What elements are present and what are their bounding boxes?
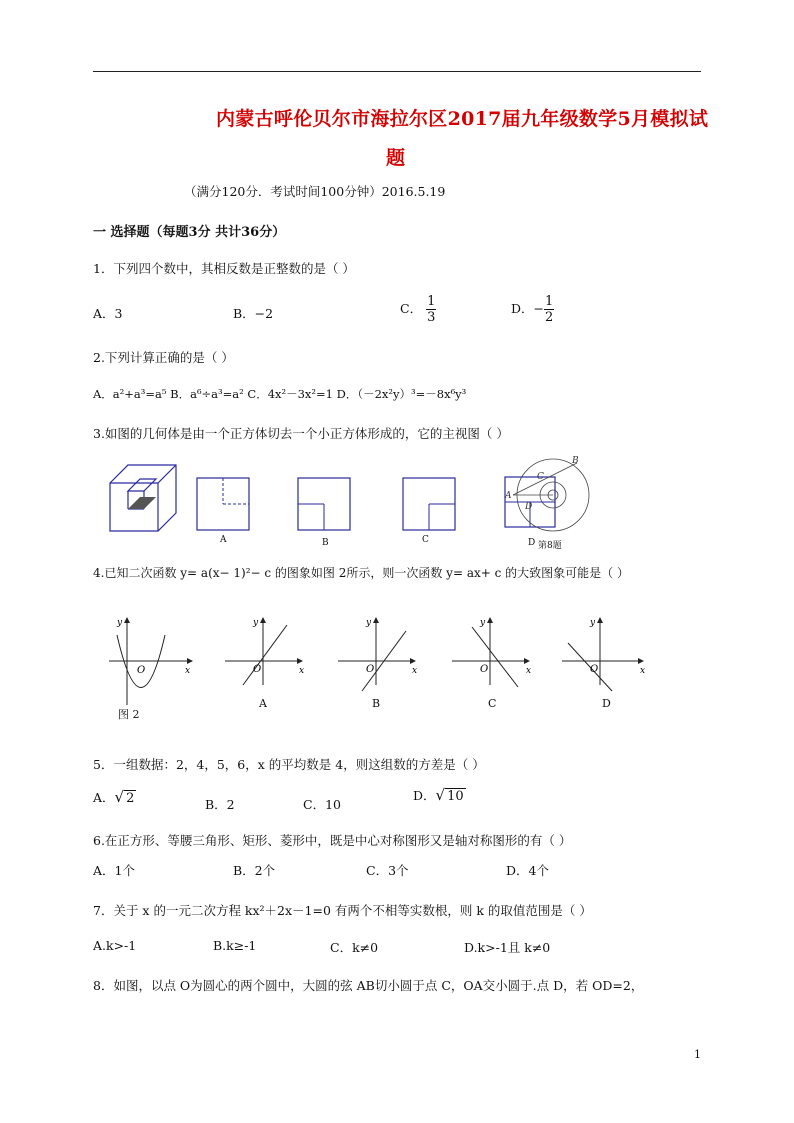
q3-label-d: D — [528, 538, 536, 548]
q3-label-a: A — [220, 535, 227, 545]
origin-label: O — [366, 664, 375, 675]
q5-option-a — [93, 788, 136, 806]
q1-option-c-label: C． — [400, 301, 423, 316]
y-axis-label: y — [590, 618, 596, 628]
q7-option-c: C．k≠0 — [330, 940, 379, 955]
point-d-label: D — [525, 502, 533, 512]
q1-option-d-fraction — [544, 294, 554, 325]
section-heading: 一 选择题（每题3分 共计36分） — [93, 225, 286, 240]
q1-option-b: B．−2 — [233, 306, 274, 321]
q6-option-d: D．4个 — [506, 863, 549, 878]
q6-option-b: B．2个 — [233, 863, 276, 878]
origin-label: O — [253, 664, 262, 675]
q4-label-a: A — [259, 697, 267, 710]
page-title-continued: 题 — [386, 147, 406, 169]
exam-info: （满分120分．考试时间100分钟）2016.5.19 — [184, 184, 446, 199]
y-axis-label: y — [480, 618, 486, 628]
y-axis-label: y — [366, 618, 372, 628]
origin-label: O — [480, 664, 489, 675]
q3-label-b: B — [322, 538, 329, 548]
point-c-label: C — [537, 472, 544, 482]
question-6-stem: 6.在正方形、等腰三角形、矩形、菱形中，既是中心对称图形又是轴对称图形的有（ ） — [93, 833, 572, 848]
point-a-label: A — [505, 491, 512, 501]
origin-label: O — [137, 665, 146, 676]
q3-figure-a — [197, 478, 257, 538]
q7-option-b: B.k≥-1 — [213, 938, 257, 953]
page-title: 内蒙古呼伦贝尔市海拉尔区2017届九年级数学5月模拟试 — [216, 108, 709, 130]
q5-option-b: B．2 — [205, 797, 235, 812]
fraction-denominator: 2 — [545, 310, 554, 325]
sqrt-symbol: √ 2 — [114, 788, 135, 806]
q4-figure-parabola — [105, 615, 195, 715]
sqrt-symbol: √ 10 — [435, 786, 464, 804]
q5-option-d-label: D． — [413, 788, 436, 803]
x-axis-label: x — [640, 666, 646, 676]
page-number: 1 — [694, 1048, 701, 1061]
cube-solid-figure — [110, 465, 180, 535]
q4-graph-a — [225, 615, 310, 690]
q5-option-a-label: A． — [93, 790, 115, 805]
origin-label: O — [590, 664, 599, 675]
header-rule — [93, 71, 701, 72]
x-axis-label: x — [412, 666, 418, 676]
q4-label-c: C — [488, 697, 497, 710]
q6-option-c: C．3个 — [366, 863, 409, 878]
q5-option-d — [413, 786, 466, 804]
question-1-stem: 1．下列四个数中，其相反数是正整数的是（ ） — [93, 261, 355, 276]
q7-option-a: A.k>-1 — [93, 938, 137, 953]
q6-option-a: A．1个 — [93, 863, 135, 878]
q4-graph-d — [562, 615, 652, 695]
radicand: 10 — [447, 789, 464, 804]
radicand: 2 — [126, 791, 135, 806]
q3-figure-d-circles — [505, 455, 590, 540]
q4-label-b: B — [372, 697, 381, 710]
fraction-numerator: 1 — [545, 294, 554, 309]
q4-graph-b — [338, 615, 423, 690]
question-3-stem: 3.如图的几何体是由一个正方体切去一个小正方体形成的，它的主视图（ ） — [93, 426, 509, 441]
question-8-stem: 8．如图，以点 O为圆心的两个圆中，大圆的弦 AB切小圆于点 C，OA交小圆于.点 D，若 OD=2， — [93, 978, 644, 993]
y-axis-label: y — [117, 618, 123, 628]
q7-option-d: D.k>-1且 k≠0 — [464, 940, 551, 955]
q4-label-d: D — [602, 697, 611, 710]
question-2-stem: 2.下列计算正确的是（ ） — [93, 350, 234, 365]
q3-figure-c — [403, 478, 463, 538]
x-axis-label: x — [526, 666, 532, 676]
figure-2-caption: 图 2 — [118, 708, 140, 721]
q1-option-d-label: D．− — [511, 301, 544, 316]
q3-label-c: C — [422, 535, 429, 545]
question-5-stem: 5．一组数据：2，4，5，6，x 的平均数是 4，则这组数的方差是（ ） — [93, 757, 485, 772]
q4-graph-c — [452, 615, 537, 690]
y-axis-label: y — [253, 618, 259, 628]
x-axis-label: x — [299, 666, 305, 676]
fraction-denominator: 3 — [427, 310, 436, 325]
q1-option-c — [400, 294, 436, 325]
q5-option-c: C．10 — [303, 797, 341, 812]
q1-option-c-fraction — [426, 294, 436, 325]
question-4-stem: 4.已知二次函数 y= a(x− 1)²− c 的图象如图 2所示，则一次函数 y= ax+ c 的大致图象可能是（ ） — [93, 566, 629, 580]
fraction-numerator: 1 — [427, 294, 436, 309]
figure-8-caption: 第8题 — [538, 541, 562, 551]
point-b-label: B — [572, 456, 579, 466]
q1-option-a: A．3 — [93, 306, 123, 321]
q3-figure-b — [298, 478, 358, 538]
question-7-stem: 7．关于 x 的一元二次方程 kx²＋2x－1=0 有两个不相等实数根，则 k 的取值范围是（ ） — [93, 903, 592, 918]
q2-options: A．a²+a³=a⁵ B．a⁶÷a³=a² C．4x²－3x²=1 D．（－2x²y）³=－8x⁶y³ — [93, 387, 467, 401]
x-axis-label: x — [185, 666, 191, 676]
q1-option-d — [511, 294, 554, 325]
